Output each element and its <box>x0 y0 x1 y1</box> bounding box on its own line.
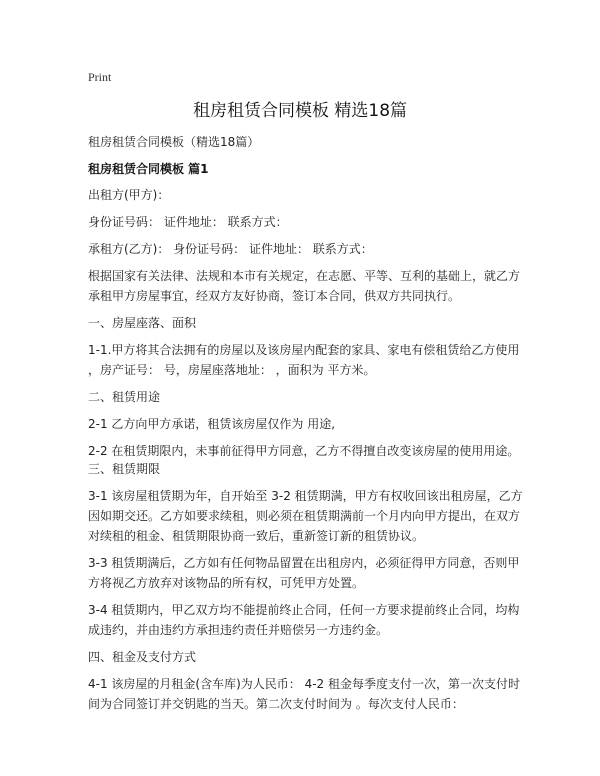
paragraph-line: 4-1 该房屋的月租金(含车库)为人民币： 4-2 租金每季度支付一次，第一次支付时 <box>88 677 521 691</box>
paragraph-line: ，房产证号： 号，房屋座落地址： ，面积为 平方米。 <box>88 363 376 377</box>
paragraph-line: 3-1 该房屋租赁期为年，自开始至 3-2 租赁期满，甲方有权收回该出租房屋，乙方 <box>88 489 523 503</box>
paragraph-line: 1-1.甲方将其合法拥有的房屋以及该房屋内配套的家具、家电有偿租赁给乙方使用 <box>88 343 520 357</box>
paragraph-line: 对续租的租金、租赁期限协商一致后，重新签订新的租赁协议。 <box>88 529 425 543</box>
paragraph-line: 因如期交还。乙方如要求续租，则必须在租赁期满前一个月内向甲方提出，在双方 <box>88 509 521 523</box>
paragraph-line: 3-3 租赁期满后，乙方如有任何物品留置在出租房内，必须征得甲方同意，否则甲 <box>88 556 520 570</box>
paragraph-line: 2-2 在租赁期限内，未事前征得甲方同意，乙方不得擅自改变该房屋的使用用途。 <box>88 444 520 458</box>
subtitle: 租房租赁合同模板（精选18篇） <box>88 135 260 149</box>
paragraph-line: 方将视乙方放弃对该物品的所有权，可凭甲方处置。 <box>88 576 365 590</box>
page-title: 租房租赁合同模板 精选18篇 <box>192 101 408 121</box>
paragraph-line: 出租方(甲方)： <box>88 188 170 202</box>
section-title: 四、租金及支付方式 <box>88 650 197 664</box>
paragraph-line: 成违约，并由违约方承担违约责任并赔偿另一方违约金。 <box>88 623 389 637</box>
section-heading: 租房租赁合同模板 篇1 <box>88 162 209 176</box>
paragraph-line: 承租甲方房屋事宜，经双方友好协商，签订本合同，供双方共同执行。 <box>88 289 461 303</box>
section-title: 三、租赁期限 <box>88 462 161 476</box>
paragraph-line: 身份证号码： 证件地址： 联系方式： <box>88 215 288 229</box>
paragraph-line: 根据国家有关法律、法规和本市有关规定，在志愿、平等、互利的基础上，就乙方 <box>88 269 521 283</box>
print-label: Print <box>88 70 112 84</box>
paragraph-line: 3-4 租赁期内，甲乙双方均不能提前终止合同，任何一方要求提前终止合同，均构 <box>88 603 520 617</box>
section-title: 一、房屋座落、面积 <box>88 316 197 330</box>
section-title: 二、租赁用途 <box>88 390 161 404</box>
paragraph-line: 间为合同签订并交钥匙的当天。第二次支付时间为 。每次支付人民币： <box>88 697 464 711</box>
paragraph-line: 承租方(乙方)： 身份证号码： 证件地址： 联系方式： <box>88 242 373 256</box>
paragraph-line: 2-1 乙方向甲方承诺，租赁该房屋仅作为 用途, <box>88 417 336 431</box>
